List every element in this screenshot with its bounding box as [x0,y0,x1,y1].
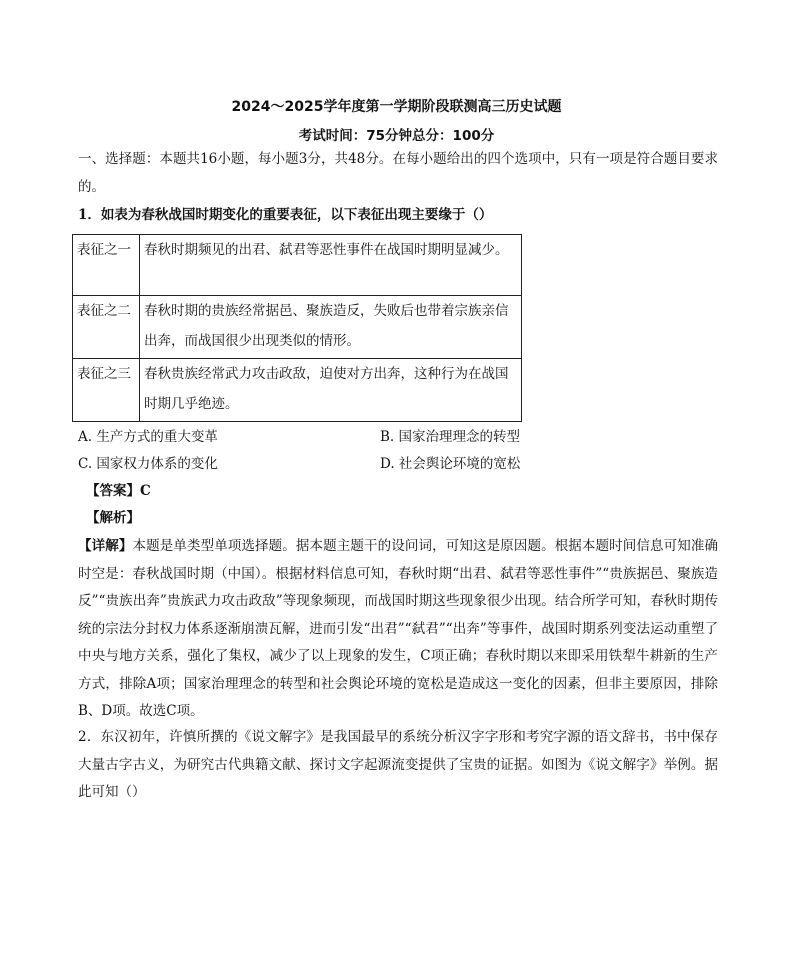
table-row-text: 春秋贵族经常武力攻击政敌，迫使对方出奔，这种行为在战国时期几乎绝迹。 [140,359,522,422]
table-row-label: 表征之一 [73,235,140,296]
detail-text: 本题是单类型单项选择题。据本题主题干的设问词，可知这是原因题。根据本题时间信息可知准确时空是：春秋战国时期（中国）。根据材料信息可知，春秋时期“出君、弑君等恶性事件”“贵族据邑、聚族造反”“贵族出奔”贵族武力攻击政敌”等现象频现，而战国时期这些现象很少出现。结合所学可知，春秋时期传统的宗法分封权力体系逐渐崩溃瓦解，进而引发“出君”“弑君”“出奔”等事件，战国时期系列变法运动重塑了中央与地方关系，强化了集权，减少了以上现象的发生，C项正确；春秋时期以来即采用铁犁牛耕新的生产方式，排除A项；国家治理理念的转型和社会舆论环境的宽松是造成这一变化的因素，但非主要原因，排除B、D项。故选C项。 [78,538,719,719]
option-c: C. 国家权力体系的变化 [78,456,218,472]
option-d: D. 社会舆论环境的宽松 [380,456,521,472]
question-2-stem: 2．东汉初年，许慎所撰的《说文解字》是我国最早的系统分析汉字字形和考究字源的语文辞书，书中保存大量古字古义，为研究古代典籍文献、探讨文字起源流变提供了宝贵的证据。如图为《说文解字》举例。据此可知（） [78,729,718,800]
analysis-heading: 【解析】 [86,510,140,526]
question-1-stem: 1．如表为春秋战国时期变化的重要表征，以下表征出现主要缘于（） [78,207,493,223]
table-row-text: 春秋时期的贵族经常据邑、聚族造反，失败后也带着宗族亲信出奔，而战国很少出现类似的情形。 [140,296,522,359]
table-row [73,235,522,296]
table-row [73,296,522,359]
table-row-text: 春秋时期频见的出君、弑君等恶性事件在战国时期明显减少。 [140,235,522,296]
section-heading: 一、选择题：本题共16小题，每小题3分，共48分。在每小题给出的四个选项中，只有一项是符合题目要求的。 [78,151,718,195]
table-row-label: 表征之三 [73,359,140,422]
option-a: A. 生产方式的重大变革 [78,429,218,445]
detail-paragraph [78,533,718,726]
exam-title: 2024～2025学年度第一学期阶段联测高三历史试题 [231,99,562,115]
exam-subtitle: 考试时间：75分钟总分：100分 [298,128,495,144]
features-table [72,234,522,422]
option-b: B. 国家治理理念的转型 [380,429,521,445]
detail-label: 【详解】 [78,538,133,554]
table-row-label: 表征之二 [73,296,140,359]
table-row [73,359,522,422]
answer-line: 【答案】C [86,483,151,499]
